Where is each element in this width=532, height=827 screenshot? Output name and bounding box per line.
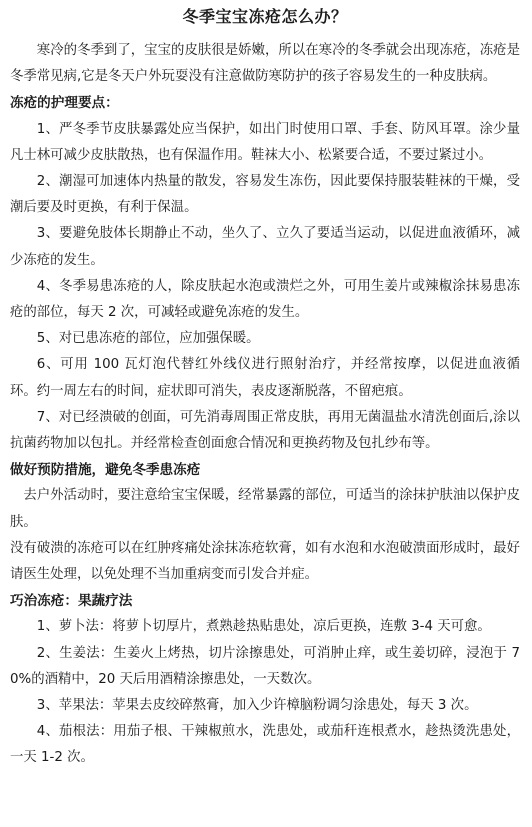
intro-paragraph: 寒冷的冬季到了，宝宝的皮肤很是娇嫩，所以在寒冷的冬季就会出现冻疮，冻疮是冬季常见病,它是冬天户外玩耍没有注意做防寒防护的孩子容易发生的一种皮肤病。 (10, 43, 520, 85)
care-item-5: 5、对已患冻疮的部位，应加强保暖。 (36, 331, 260, 347)
article-title: 冬季宝宝冻疮怎么办？ (182, 7, 348, 26)
prevent-paragraph-1: 去户外活动时，要注意给宝宝保暖，经常暴露的部位，可适当的涂抹护肤油以保护皮肤。 (10, 488, 520, 530)
remedy-item-3: 3、苹果法：苹果去皮绞碎熬膏，加入少许樟脑粉调匀涂患处，每天 3 次。 (36, 698, 478, 714)
remedy-item-4: 4、茄根法：用茄子根、干辣椒煎水，洗患处，或茄秆连根煮水，趁热烫洗患处，一天 1-2 次。 (10, 724, 520, 766)
care-item-3: 3、要避免肢体长期静止不动，坐久了、立久了要适当运动，以促进血液循环，减少冻疮的发生。 (10, 226, 520, 268)
remedy-item-2: 2、生姜法：生姜火上烤热，切片涂擦患处，可消肿止痒，或生姜切碎，浸泡于 70%的酒精中，20 天后用酒精涂擦患处，一天数次。 (10, 645, 520, 687)
care-item-6: 6、可用 100 瓦灯泡代替红外线仪进行照射治疗，并经常按摩，以促进血液循环。约一周左右的时间，症状即可消失，表皮逐渐脱落，不留疤痕。 (10, 357, 520, 399)
care-item-7: 7、对已经溃破的创面，可先消毒周围正常皮肤，再用无菌温盐水清洗创面后,涂以抗菌药物加以包扎。并经常检查创面愈合情况和更换药物及包扎纱布等。 (10, 409, 520, 452)
remedy-item-1: 1、萝卜法：将萝卜切厚片，煮熟趁热贴患处，凉后更换，连敷 3-4 天可愈。 (36, 619, 491, 635)
prevent-paragraph-2: 没有破溃的冻疮可以在红肿疼痛处涂抹冻疮软膏，如有水泡和水泡破溃面形成时，最好请医生处理，以免处理不当加重病变而引发合并症。 (10, 540, 520, 583)
care-item-2: 2、潮湿可加速体内热量的散发，容易发生冻伤，因此要保持服装鞋袜的干燥，受潮后要及时更换，有利于保温。 (10, 174, 520, 216)
prevent-heading: 做好预防措施，避免冬季患冻疮 (10, 462, 201, 479)
care-item-1: 1、严冬季节皮肤暴露处应当保护，如出门时使用口罩、手套、防风耳罩。涂少量凡士林可减少皮肤散热，也有保温作用。鞋袜大小、松紧要合适，不要过紧过小。 (10, 121, 520, 163)
remedy-heading: 巧治冻疮：果蔬疗法 (10, 593, 133, 610)
care-heading: 冻疮的护理要点： (10, 95, 119, 112)
care-item-4: 4、冬季易患冻疮的人，除皮肤起水泡或溃烂之外，可用生姜片或辣椒涂抹易患冻疮的部位，每天 2 次，可减轻或避免冻疮的发生。 (10, 278, 520, 321)
